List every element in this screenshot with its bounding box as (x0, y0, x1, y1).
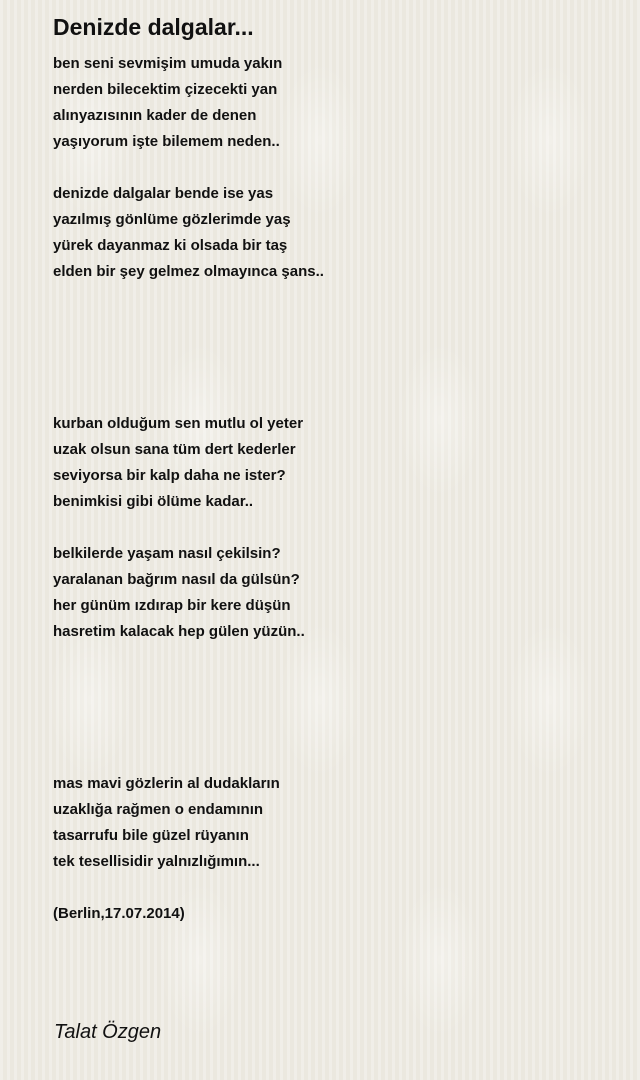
stanza-gap (53, 875, 613, 901)
stanza-3 (53, 411, 613, 515)
poem-line: hasretim kalacak hep gülen yüzün.. (53, 623, 305, 640)
stanza-1 (53, 51, 613, 155)
poem-body (53, 51, 613, 927)
poem-line: her günüm ızdırap bir kere düşün (53, 597, 291, 614)
stanza-gap (53, 515, 613, 541)
stanza-gap (53, 645, 613, 771)
poem-line: elden bir şey gelmez olmayınca şans.. (53, 263, 324, 280)
poem-line: yaşıyorum işte bilemem neden.. (53, 133, 280, 150)
stanza-gap (53, 155, 613, 181)
poem-line: yazılmış gönlüme gözlerimde yaş (53, 211, 291, 228)
poem-line: benimkisi gibi ölüme kadar.. (53, 493, 254, 510)
stanza-2 (53, 181, 613, 285)
poem-line: tasarrufu bile güzel rüyanın (53, 827, 249, 844)
poem-line: yürek dayanmaz ki olsada bir taş (53, 237, 288, 254)
poem-line: tek tesellisidir yalnızlığımın... (53, 853, 260, 870)
poem-title: Denizde dalgalar... (53, 14, 254, 40)
poem-line: belkilerde yaşam nasıl çekilsin? (53, 545, 281, 562)
poem-line: ben seni sevmişim umuda yakın (53, 55, 283, 72)
poem-line: denizde dalgalar bende ise yas (53, 185, 274, 202)
stanza-gap (53, 285, 613, 411)
poem-line: nerden bilecektim çizecekti yan (53, 81, 278, 98)
poem-date (53, 901, 613, 927)
author-name: Talat Özgen (54, 1021, 162, 1043)
poem-line: mas mavi gözlerin al dudakların (53, 775, 280, 792)
poem-line: alınyazısının kader de denen (53, 107, 257, 124)
poem-line: uzak olsun sana tüm dert kederler (53, 441, 296, 458)
stanza-4 (53, 541, 613, 645)
poem-line: seviyorsa bir kalp daha ne ister? (53, 467, 286, 484)
stanza-5 (53, 771, 613, 875)
poem-line: yaralanan bağrım nasıl da gülsün? (53, 571, 300, 588)
poem-line: uzaklığa rağmen o endamının (53, 801, 264, 818)
poem-line: kurban olduğum sen mutlu ol yeter (53, 415, 304, 432)
poem-date-line: (Berlin,17.07.2014) (53, 905, 185, 922)
